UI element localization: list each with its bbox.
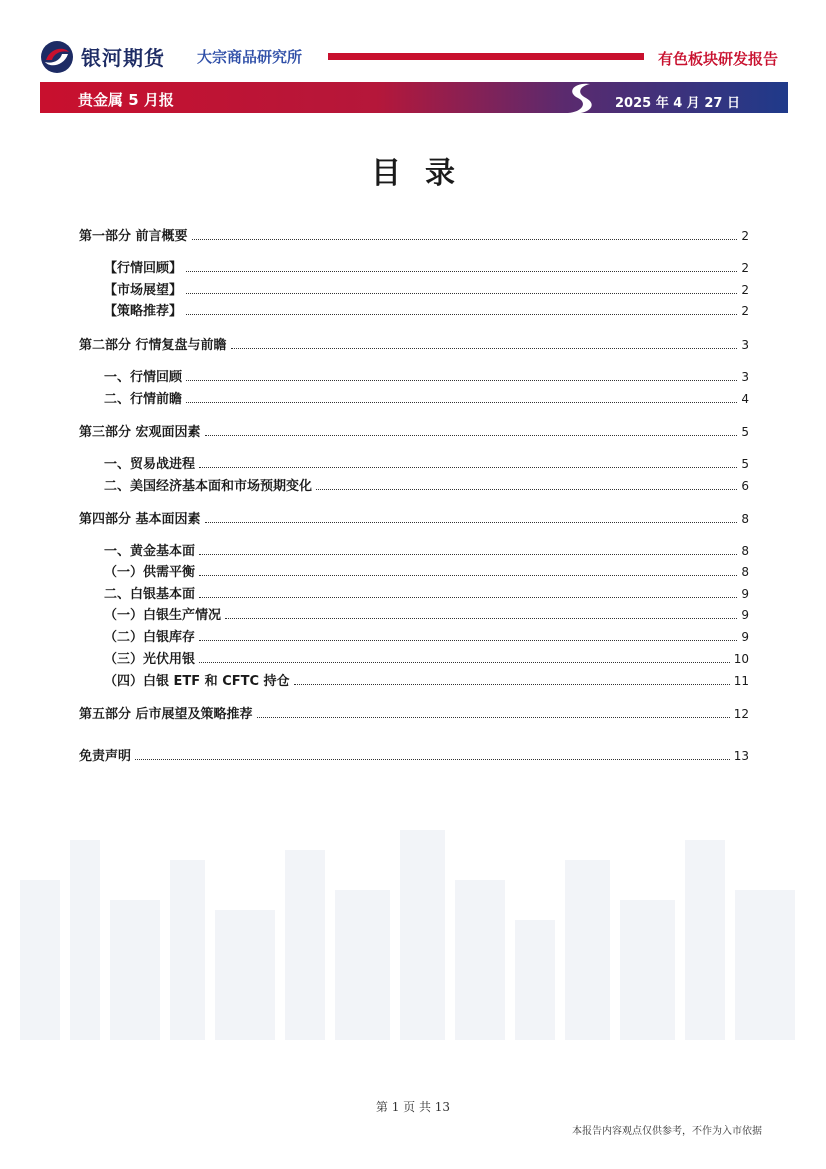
- toc-entry[interactable]: [104, 585, 749, 603]
- toc-leader-dots: [199, 553, 737, 555]
- page-indicator: 第 1 页 共 13: [375, 1100, 451, 1114]
- toc-leader-dots: [192, 238, 738, 240]
- toc-entry[interactable]: [104, 302, 749, 320]
- toc-leader-dots: [199, 574, 737, 576]
- toc-entry[interactable]: [104, 477, 749, 495]
- toc-entry[interactable]: [79, 705, 749, 723]
- toc-entry-label: （一）白银生产情况: [104, 608, 222, 623]
- toc-entry-page: 8: [741, 565, 749, 579]
- toc-entry-label: 第一部分 前言概要: [79, 229, 188, 244]
- toc-entry-page: 4: [741, 392, 749, 406]
- toc-entry[interactable]: [79, 423, 749, 441]
- toc-entry-page: 3: [741, 338, 749, 352]
- toc-entry-label: 一、行情回顾: [104, 370, 183, 385]
- toc-entry-label: 免责声明: [79, 749, 132, 764]
- toc-leader-dots: [231, 347, 738, 349]
- toc-entry-label: 第三部分 宏观面因素: [79, 425, 201, 440]
- toc-entry-label: 二、美国经济基本面和市场预期变化: [104, 479, 313, 494]
- toc-entry-label: （三）光伏用银: [104, 652, 196, 667]
- toc-entry-label: 二、白银基本面: [104, 587, 196, 602]
- toc-entry-label: 【策略推荐】: [104, 304, 183, 319]
- toc-entry[interactable]: [104, 628, 749, 646]
- toc-leader-dots: [205, 521, 738, 523]
- toc-entry-label: 一、黄金基本面: [104, 544, 196, 559]
- toc-leader-dots: [199, 639, 737, 641]
- toc-entry-label: 【市场展望】: [104, 283, 183, 298]
- toc-entry[interactable]: [104, 672, 749, 690]
- galaxy-logo-icon: [40, 40, 74, 74]
- toc-leader-dots: [135, 758, 730, 760]
- report-sector: 有色板块研发报告: [658, 50, 779, 68]
- toc-leader-dots: [199, 466, 737, 468]
- header-divider-bar: [328, 53, 644, 60]
- toc-entry-label: （四）白银 ETF 和 CFTC 持仓: [104, 674, 290, 689]
- toc-entry[interactable]: [104, 563, 749, 581]
- toc-entry[interactable]: [104, 542, 749, 560]
- toc-entry[interactable]: [104, 650, 749, 668]
- toc-entry-label: 【行情回顾】: [104, 261, 183, 276]
- toc-entry-label: 第五部分 后市展望及策略推荐: [79, 707, 253, 722]
- toc-entry[interactable]: [79, 510, 749, 528]
- toc-entry[interactable]: [104, 259, 749, 277]
- toc-entry[interactable]: [79, 336, 749, 354]
- toc-entry-page: 9: [741, 630, 749, 644]
- toc-leader-dots: [205, 434, 738, 436]
- toc-entry-page: 2: [741, 261, 749, 275]
- toc-entry-page: 2: [741, 304, 749, 318]
- toc-entry[interactable]: [104, 390, 749, 408]
- toc-entry-page: 2: [741, 229, 749, 243]
- toc-entry-label: 二、行情前瞻: [104, 392, 183, 407]
- toc-leader-dots: [316, 488, 737, 490]
- toc-leader-dots: [294, 683, 730, 685]
- toc-entry-label: 一、贸易战进程: [104, 457, 196, 472]
- toc-entry-page: 9: [741, 587, 749, 601]
- toc-entry-page: 3: [741, 370, 749, 384]
- toc-entry-page: 13: [733, 749, 749, 763]
- institute-name: 大宗商品研究所: [197, 48, 303, 66]
- toc-entry-label: （一）供需平衡: [104, 565, 196, 580]
- toc-leader-dots: [199, 596, 737, 598]
- toc-entry-page: 10: [733, 652, 749, 666]
- toc-entry-page: 9: [741, 608, 749, 622]
- toc-entry-page: 11: [733, 674, 749, 688]
- toc-entry[interactable]: [79, 227, 749, 245]
- toc-leader-dots: [186, 313, 737, 315]
- toc-leader-dots: [186, 379, 737, 381]
- toc-entry[interactable]: [104, 281, 749, 299]
- toc-entry-page: 8: [741, 544, 749, 558]
- toc-entry-page: 5: [741, 425, 749, 439]
- report-header: [0, 0, 826, 120]
- toc-leader-dots: [225, 617, 737, 619]
- toc-leader-dots: [199, 661, 730, 663]
- swoosh-icon: [560, 80, 600, 116]
- toc-entry-page: 6: [741, 479, 749, 493]
- toc-entry-page: 5: [741, 457, 749, 471]
- footer-disclaimer: 本报告内容观点仅供参考，不作为入市依据: [572, 1126, 762, 1137]
- toc-entry-label: （二）白银库存: [104, 630, 196, 645]
- toc-entry[interactable]: [104, 455, 749, 473]
- brand-name: 银河期货: [81, 46, 165, 70]
- toc-entry-page: 12: [733, 707, 749, 721]
- toc-leader-dots: [186, 292, 737, 294]
- toc-entry-label: 第二部分 行情复盘与前瞻: [79, 338, 227, 353]
- city-skyline-watermark: [0, 820, 826, 1040]
- toc-leader-dots: [186, 401, 737, 403]
- report-name: 贵金属 5 月报: [78, 91, 174, 109]
- toc-entry[interactable]: [104, 368, 749, 386]
- report-date: 2025 年 4 月 27 日: [615, 96, 740, 111]
- toc-entry[interactable]: [79, 747, 749, 765]
- toc-entry-page: 2: [741, 283, 749, 297]
- toc-entry-page: 8: [741, 512, 749, 526]
- toc-leader-dots: [257, 716, 730, 718]
- toc-entry-label: 第四部分 基本面因素: [79, 512, 201, 527]
- toc-leader-dots: [186, 270, 737, 272]
- page-title: 目录: [371, 156, 479, 191]
- toc-entry[interactable]: [104, 606, 749, 624]
